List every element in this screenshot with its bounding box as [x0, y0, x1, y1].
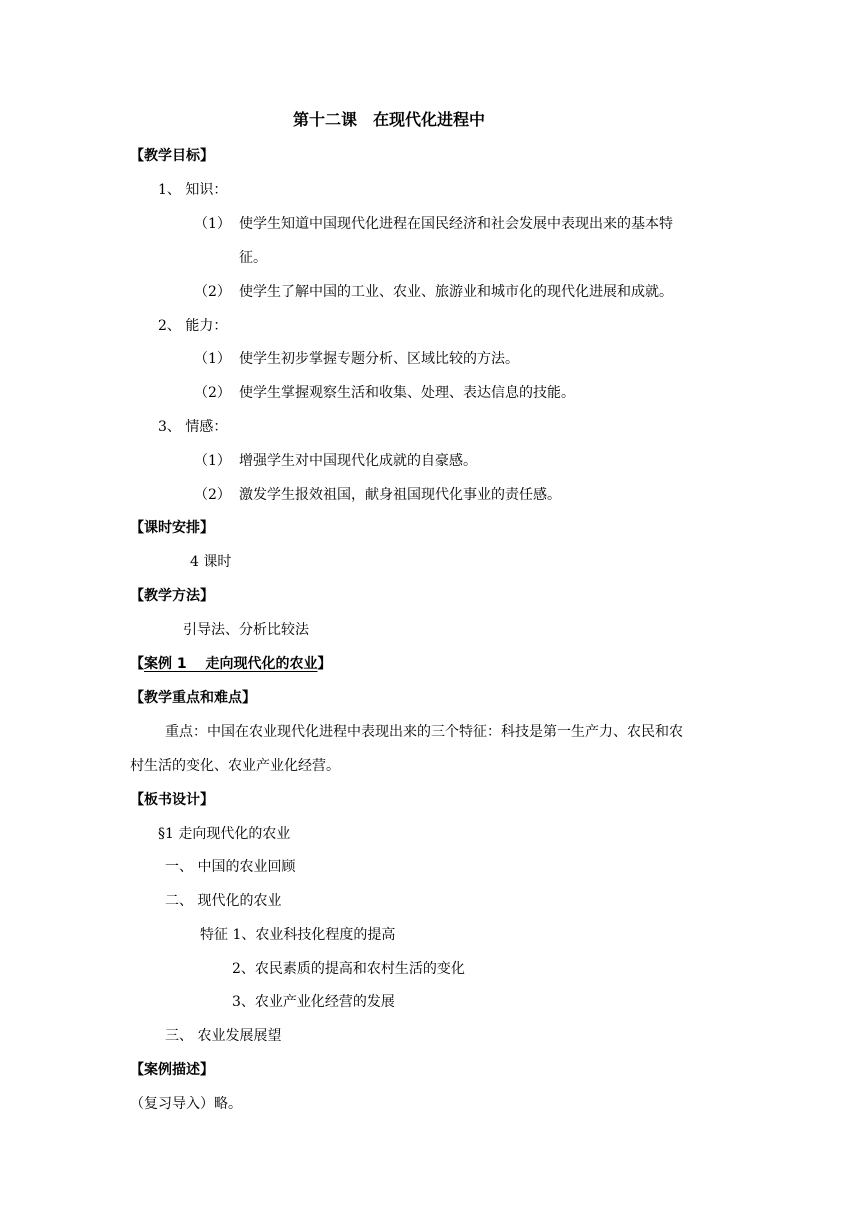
board-item: 一、 中国的农业回顾 [165, 859, 296, 875]
list-item-text: 激发学生报效祖国，献身祖国现代化事业的责任感。 [239, 487, 561, 503]
case-title: 案例 1 走向现代化的农业 [144, 656, 318, 672]
page-title: 第十二课 在现代化进程中 [293, 110, 486, 129]
method-text: 引导法、分析比较法 [183, 622, 309, 638]
knowledge-label: 1、 知识： [158, 182, 228, 198]
list-item-text: 使学生初步掌握专题分析、区域比较的方法。 [239, 351, 519, 367]
case-bracket-close: 】 [317, 656, 332, 672]
emotion-label: 3、 情感： [158, 419, 228, 435]
list-item-number: （1） [194, 453, 231, 469]
list-item-number: （1） [194, 216, 231, 232]
case-desc-heading: 【案例描述】 [130, 1062, 214, 1078]
key-points-line: 重点：中国在农业现代化进程中表现出来的三个特征：科技是第一生产力、农民和农 [165, 724, 683, 740]
board-feature: 2、农民素质的提高和农村生活的变化 [232, 961, 465, 977]
key-points-line-continued: 村生活的变化、农业产业化经营。 [130, 758, 340, 774]
board-section: §1 走向现代化的农业 [158, 826, 291, 842]
goals-heading: 【教学目标】 [130, 148, 214, 164]
list-item-number: （2） [194, 284, 231, 300]
key-points-heading: 【教学重点和难点】 [130, 690, 256, 706]
case-heading [130, 654, 332, 674]
list-item-text-continued: 征。 [239, 250, 267, 266]
schedule-text: 4 课时 [190, 554, 232, 570]
method-heading: 【教学方法】 [130, 588, 214, 604]
list-item-text: 使学生知道中国现代化进程在国民经济和社会发展中表现出来的基本特 [239, 216, 673, 232]
list-item-number: （2） [194, 487, 231, 503]
board-item: 三、 农业发展展望 [165, 1028, 282, 1044]
ability-label: 2、 能力： [158, 318, 228, 334]
case-bracket-open: 【 [130, 656, 144, 672]
board-item: 二、 现代化的农业 [165, 893, 282, 909]
board-feature: 3、农业产业化经营的发展 [232, 994, 395, 1010]
list-item-text: 使学生了解中国的工业、农业、旅游业和城市化的现代化进展和成就。 [239, 284, 673, 300]
list-item-number: （2） [194, 385, 231, 401]
case-desc-text: （复习导入）略。 [130, 1096, 242, 1112]
list-item-number: （1） [194, 351, 231, 367]
list-item-text: 增强学生对中国现代化成就的自豪感。 [239, 453, 477, 469]
board-feature: 特征 1、农业科技化程度的提高 [200, 927, 396, 943]
schedule-heading: 【课时安排】 [130, 520, 214, 536]
board-heading: 【板书设计】 [130, 792, 214, 808]
list-item-text: 使学生掌握观察生活和收集、处理、表达信息的技能。 [239, 385, 575, 401]
